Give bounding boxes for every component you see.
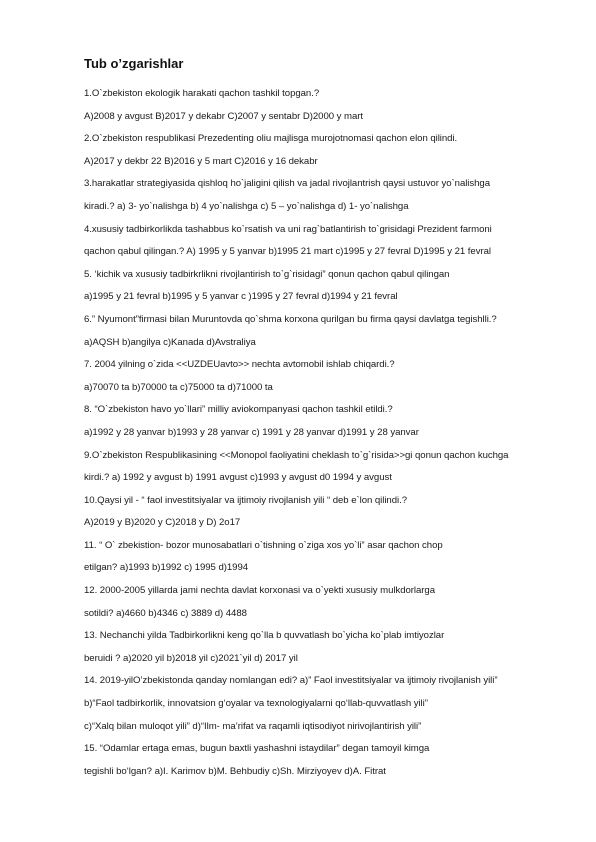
text-line: 6.” Nyumont”firmasi bilan Muruntovda qo`shma korxona qurilgan bu firma qaysi davlatga tegishlli.? — [84, 313, 497, 325]
question-list — [84, 83, 554, 783]
text-line: etilgan? a)1993 b)1992 c) 1995 d)1994 — [84, 562, 249, 574]
text-line: c)“Xalq bilan muloqot yili” d)“Ilm- ma’rifat va raqamli iqtisodiyot nirivojlantirish yili” — [84, 720, 422, 732]
text-line: 4.xususiy tadbirkorlikda tashabbus ko`rsatish va uni rag`batlantirish to`grisidagi Prezident farmoni — [84, 223, 492, 235]
text-line: qachon qabul qilingan.? A) 1995 y 5 yanvar b)1995 21 mart c)1995 y 27 fevral D)1995 y 21 fevral — [84, 246, 491, 258]
text-line: kiradi.? a) 3- yo`nalishga b) 4 yo`nalishga c) 5 – yo`nalishga d) 1- yo`nalishga — [84, 200, 409, 212]
text-line: 8. “O`zbekiston havo yo`llari” milliy aviokompanyasi qachon tashkil etildi.? — [84, 404, 393, 416]
text-line: A)2017 y dekbr 22 B)2016 y 5 mart C)2016 y 16 dekabr — [84, 155, 318, 167]
text-line: a)AQSH b)angilya c)Kanada d)Avstraliya — [84, 336, 256, 348]
text-line: 15. “Odamlar ertaga emas, bugun baxtli yashashni istaydilar” degan tamoyil kimga — [84, 743, 430, 755]
text-line: A)2008 y avgust B)2017 y dekabr C)2007 y sentabr D)2000 y mart — [84, 110, 363, 122]
text-line: 14. 2019-yilO’zbekistonda qanday nomlangan edi? a)” Faol investitsiyalar va ijtimoiy rivojlanish yili” — [84, 675, 498, 687]
text-line: 11. “ O` zbekistion- bozor munosabatlari o`tishning o`ziga xos yo`li” asar qachon chop — [84, 539, 443, 551]
text-line: 9.O`zbekiston Respublikasining <<Monopol faoliyatini cheklash to`g`risida>>gi qonun qachon kuchga — [84, 449, 509, 461]
text-line: 3.harakatlar strategiyasida qishloq ho`jaligini qilish va jadal rivojlantrish qaysi ustuvor yo`nalishga — [84, 178, 490, 190]
text-line: 1.O`zbekiston ekologik harakati qachon tashkil topgan.? — [84, 88, 320, 99]
page-title: Tub o’zgarishlar — [84, 56, 184, 71]
text-line: 13. Nechanchi yilda Tadbirkorlikni keng qo`lla b quvvatlash bo`yicha ko`plab imtiyozlar — [84, 630, 445, 642]
text-line: kirdi.? a) 1992 y avgust b) 1991 avgust c)1993 y avgust d0 1994 y avgust — [84, 472, 392, 484]
text-line: sotildi? a)4660 b)4346 c) 3889 d) 4488 — [84, 607, 247, 619]
text-line: 2.O`zbekiston respublikasi Prezedenting oliu majlisga murojotnomasi qachon elon qilindi. — [84, 133, 458, 145]
text-line: tegishli bo‘lgan? a)I. Karimov b)M. Behbudiy c)Sh. Mirziyoyev d)A. Fitrat — [84, 765, 386, 777]
text-line: a)70070 ta b)70000 ta c)75000 ta d)71000 ta — [84, 381, 273, 393]
text-line: A)2019 y B)2020 y C)2018 y D) 2o17 — [84, 517, 241, 529]
text-line: 7. 2004 yilning o`zida <<UZDEUavto>> nechta avtomobil ishlab chiqardi.? — [84, 359, 395, 371]
text-line: beruidi ? a)2020 yil b)2018 yil c)2021`yil d) 2017 yil — [84, 652, 298, 664]
text-line: 5. ‘kichik va xususiy tadbirkrlikni rivojlantirish to`g`risidagi” qonun qachon qabul qilingan — [84, 268, 450, 280]
text-line: 10.Qaysi yil - “ faol investitsiyalar va ijtimoiy rivojlanish yili “ deb e`lon qilindi.? — [84, 494, 407, 506]
text-line: 12. 2000-2005 yillarda jami nechta davlat korxonasi va o`yekti xususiy mulkdorlarga — [84, 585, 436, 597]
text-line: a)1995 y 21 fevral b)1995 y 5 yanvar c )1995 y 27 fevral d)1994 y 21 fevral — [84, 291, 398, 303]
text-line: b)“Faol tadbirkorlik, innovatsion g‘oyalar va texnologiyalarni qo‘llab-quvvatlash yili” — [84, 698, 428, 710]
text-line: a)1992 y 28 yanvar b)1993 y 28 yanvar c) 1991 y 28 yanvar d)1991 y 28 yanvar — [84, 426, 419, 438]
